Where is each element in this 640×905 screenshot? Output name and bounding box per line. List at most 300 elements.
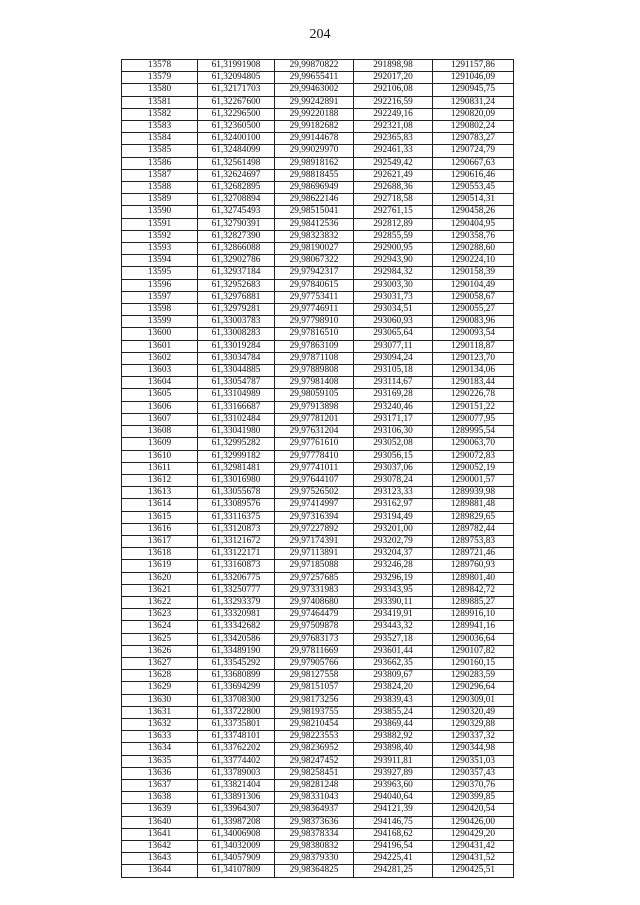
table-row — [122, 365, 514, 377]
table-row — [122, 596, 514, 608]
y-coordinate-cell: 1290151,22 — [433, 401, 514, 413]
point-number-cell: 13585 — [122, 145, 198, 157]
latitude-cell: 61,33821404 — [198, 779, 275, 791]
x-coordinate-cell: 294225,41 — [354, 853, 433, 865]
latitude-cell: 61,33116375 — [198, 511, 275, 523]
y-coordinate-cell: 1289721,46 — [433, 548, 514, 560]
longitude-cell: 29,99242891 — [275, 96, 354, 108]
point-number-cell: 13643 — [122, 853, 198, 865]
table-row — [122, 243, 514, 255]
table-row — [122, 96, 514, 108]
coordinates-table — [121, 59, 514, 878]
longitude-cell: 29,98067322 — [275, 255, 354, 267]
x-coordinate-cell: 292017,20 — [354, 72, 433, 84]
latitude-cell: 61,33104989 — [198, 389, 275, 401]
latitude-cell: 61,33762202 — [198, 743, 275, 755]
longitude-cell: 29,98127558 — [275, 670, 354, 682]
longitude-cell: 29,99655411 — [275, 72, 354, 84]
x-coordinate-cell: 294196,54 — [354, 841, 433, 853]
latitude-cell: 61,32624697 — [198, 169, 275, 181]
latitude-cell: 61,31991908 — [198, 60, 275, 72]
table-row — [122, 670, 514, 682]
table-row — [122, 316, 514, 328]
x-coordinate-cell: 292900,95 — [354, 243, 433, 255]
table-row — [122, 72, 514, 84]
table-row — [122, 426, 514, 438]
point-number-cell: 13628 — [122, 670, 198, 682]
table-row — [122, 682, 514, 694]
point-number-cell: 13582 — [122, 108, 198, 120]
y-coordinate-cell: 1290329,88 — [433, 718, 514, 730]
point-number-cell: 13602 — [122, 352, 198, 364]
point-number-cell: 13618 — [122, 548, 198, 560]
table-row — [122, 657, 514, 669]
table-row — [122, 462, 514, 474]
longitude-cell: 29,98331043 — [275, 792, 354, 804]
longitude-cell: 29,97905766 — [275, 657, 354, 669]
x-coordinate-cell: 294168,62 — [354, 828, 433, 840]
x-coordinate-cell: 292621,49 — [354, 169, 433, 181]
y-coordinate-cell: 1290183,44 — [433, 377, 514, 389]
y-coordinate-cell: 1290296,64 — [433, 682, 514, 694]
point-number-cell: 13588 — [122, 182, 198, 194]
x-coordinate-cell: 294281,25 — [354, 865, 433, 877]
latitude-cell: 61,32171703 — [198, 84, 275, 96]
y-coordinate-cell: 1289760,93 — [433, 560, 514, 572]
point-number-cell: 13593 — [122, 243, 198, 255]
longitude-cell: 29,98281248 — [275, 779, 354, 791]
x-coordinate-cell: 292461,33 — [354, 145, 433, 157]
table-row — [122, 182, 514, 194]
longitude-cell: 29,97942317 — [275, 267, 354, 279]
y-coordinate-cell: 1290404,95 — [433, 218, 514, 230]
point-number-cell: 13579 — [122, 72, 198, 84]
point-number-cell: 13627 — [122, 657, 198, 669]
latitude-cell: 61,33489190 — [198, 645, 275, 657]
table-row — [122, 487, 514, 499]
latitude-cell: 61,32827390 — [198, 230, 275, 242]
latitude-cell: 61,33789003 — [198, 767, 275, 779]
point-number-cell: 13635 — [122, 755, 198, 767]
table-row — [122, 718, 514, 730]
longitude-cell: 29,98193755 — [275, 706, 354, 718]
longitude-cell: 29,98323832 — [275, 230, 354, 242]
table-row — [122, 218, 514, 230]
latitude-cell: 61,32999182 — [198, 450, 275, 462]
latitude-cell: 61,32400100 — [198, 133, 275, 145]
table-row — [122, 328, 514, 340]
longitude-cell: 29,97811669 — [275, 645, 354, 657]
table-row — [122, 853, 514, 865]
longitude-cell: 29,99463002 — [275, 84, 354, 96]
latitude-cell: 61,33008283 — [198, 328, 275, 340]
latitude-cell: 61,33089576 — [198, 499, 275, 511]
longitude-cell: 29,97863109 — [275, 340, 354, 352]
x-coordinate-cell: 293114,67 — [354, 377, 433, 389]
x-coordinate-cell: 293077,11 — [354, 340, 433, 352]
table-row — [122, 157, 514, 169]
x-coordinate-cell: 293052,08 — [354, 438, 433, 450]
point-number-cell: 13625 — [122, 633, 198, 645]
longitude-cell: 29,97408680 — [275, 596, 354, 608]
y-coordinate-cell: 1290458,26 — [433, 206, 514, 218]
y-coordinate-cell: 1290118,87 — [433, 340, 514, 352]
x-coordinate-cell: 293202,79 — [354, 535, 433, 547]
point-number-cell: 13644 — [122, 865, 198, 877]
y-coordinate-cell: 1289885,27 — [433, 596, 514, 608]
point-number-cell: 13616 — [122, 523, 198, 535]
x-coordinate-cell: 293855,24 — [354, 706, 433, 718]
longitude-cell: 29,97746911 — [275, 304, 354, 316]
table-row — [122, 584, 514, 596]
longitude-cell: 29,97257685 — [275, 572, 354, 584]
table-row — [122, 145, 514, 157]
y-coordinate-cell: 1290945,75 — [433, 84, 514, 96]
table-row — [122, 609, 514, 621]
table-row — [122, 169, 514, 181]
table-row — [122, 133, 514, 145]
latitude-cell: 61,32995282 — [198, 438, 275, 450]
longitude-cell: 29,97414997 — [275, 499, 354, 511]
y-coordinate-cell: 1290425,51 — [433, 865, 514, 877]
point-number-cell: 13614 — [122, 499, 198, 511]
longitude-cell: 29,98918162 — [275, 157, 354, 169]
longitude-cell: 29,98818455 — [275, 169, 354, 181]
y-coordinate-cell: 1290226,78 — [433, 389, 514, 401]
x-coordinate-cell: 291898,98 — [354, 60, 433, 72]
latitude-cell: 61,32952683 — [198, 279, 275, 291]
longitude-cell: 29,98380832 — [275, 841, 354, 853]
table-row — [122, 340, 514, 352]
table-row — [122, 548, 514, 560]
point-number-cell: 13633 — [122, 731, 198, 743]
point-number-cell: 13609 — [122, 438, 198, 450]
point-number-cell: 13586 — [122, 157, 198, 169]
x-coordinate-cell: 292216,59 — [354, 96, 433, 108]
latitude-cell: 61,33034784 — [198, 352, 275, 364]
point-number-cell: 13641 — [122, 828, 198, 840]
point-number-cell: 13607 — [122, 413, 198, 425]
point-number-cell: 13600 — [122, 328, 198, 340]
y-coordinate-cell: 1290820,09 — [433, 108, 514, 120]
table-row — [122, 511, 514, 523]
x-coordinate-cell: 293927,89 — [354, 767, 433, 779]
y-coordinate-cell: 1290399,85 — [433, 792, 514, 804]
point-number-cell: 13596 — [122, 279, 198, 291]
table-row — [122, 121, 514, 133]
longitude-cell: 29,98412536 — [275, 218, 354, 230]
latitude-cell: 61,32937184 — [198, 267, 275, 279]
y-coordinate-cell: 1290351,03 — [433, 755, 514, 767]
x-coordinate-cell: 293662,35 — [354, 657, 433, 669]
x-coordinate-cell: 293169,28 — [354, 389, 433, 401]
x-coordinate-cell: 293869,44 — [354, 718, 433, 730]
page-number: 204 — [309, 27, 331, 42]
longitude-cell: 29,99182682 — [275, 121, 354, 133]
table-row — [122, 84, 514, 96]
x-coordinate-cell: 293809,67 — [354, 670, 433, 682]
latitude-cell: 61,33160873 — [198, 560, 275, 572]
table-row — [122, 194, 514, 206]
x-coordinate-cell: 293882,92 — [354, 731, 433, 743]
latitude-cell: 61,33342682 — [198, 621, 275, 633]
table-row — [122, 377, 514, 389]
x-coordinate-cell: 293078,24 — [354, 474, 433, 486]
latitude-cell: 61,32866088 — [198, 243, 275, 255]
x-coordinate-cell: 292688,36 — [354, 182, 433, 194]
latitude-cell: 61,32981481 — [198, 462, 275, 474]
x-coordinate-cell: 293898,40 — [354, 743, 433, 755]
latitude-cell: 61,33320981 — [198, 609, 275, 621]
y-coordinate-cell: 1290431,52 — [433, 853, 514, 865]
latitude-cell: 61,33206775 — [198, 572, 275, 584]
longitude-cell: 29,99029970 — [275, 145, 354, 157]
coordinates-table-body — [122, 60, 514, 878]
latitude-cell: 61,32360500 — [198, 121, 275, 133]
y-coordinate-cell: 1290134,06 — [433, 365, 514, 377]
longitude-cell: 29,98696949 — [275, 182, 354, 194]
longitude-cell: 29,97981408 — [275, 377, 354, 389]
table-row — [122, 389, 514, 401]
longitude-cell: 29,97174391 — [275, 535, 354, 547]
table-row — [122, 108, 514, 120]
latitude-cell: 61,33891306 — [198, 792, 275, 804]
latitude-cell: 61,33102484 — [198, 413, 275, 425]
y-coordinate-cell: 1290093,54 — [433, 328, 514, 340]
longitude-cell: 29,98223553 — [275, 731, 354, 743]
point-number-cell: 13623 — [122, 609, 198, 621]
point-number-cell: 13605 — [122, 389, 198, 401]
table-row — [122, 450, 514, 462]
x-coordinate-cell: 294040,64 — [354, 792, 433, 804]
latitude-cell: 61,32682895 — [198, 182, 275, 194]
y-coordinate-cell: 1290783,27 — [433, 133, 514, 145]
point-number-cell: 13637 — [122, 779, 198, 791]
y-coordinate-cell: 1290083,96 — [433, 316, 514, 328]
table-row — [122, 401, 514, 413]
point-number-cell: 13578 — [122, 60, 198, 72]
x-coordinate-cell: 293105,18 — [354, 365, 433, 377]
table-row — [122, 499, 514, 511]
y-coordinate-cell: 1290616,46 — [433, 169, 514, 181]
point-number-cell: 13608 — [122, 426, 198, 438]
longitude-cell: 29,98364937 — [275, 804, 354, 816]
x-coordinate-cell: 293094,24 — [354, 352, 433, 364]
point-number-cell: 13613 — [122, 487, 198, 499]
y-coordinate-cell: 1290283,59 — [433, 670, 514, 682]
table-row — [122, 523, 514, 535]
table-row — [122, 731, 514, 743]
point-number-cell: 13619 — [122, 560, 198, 572]
longitude-cell: 29,98190027 — [275, 243, 354, 255]
point-number-cell: 13580 — [122, 84, 198, 96]
table-row — [122, 633, 514, 645]
point-number-cell: 13591 — [122, 218, 198, 230]
y-coordinate-cell: 1290553,45 — [433, 182, 514, 194]
latitude-cell: 61,32561498 — [198, 157, 275, 169]
x-coordinate-cell: 292718,58 — [354, 194, 433, 206]
point-number-cell: 13632 — [122, 718, 198, 730]
x-coordinate-cell: 293123,33 — [354, 487, 433, 499]
x-coordinate-cell: 292984,32 — [354, 267, 433, 279]
point-number-cell: 13598 — [122, 304, 198, 316]
point-number-cell: 13624 — [122, 621, 198, 633]
longitude-cell: 29,98059105 — [275, 389, 354, 401]
y-coordinate-cell: 1290058,67 — [433, 291, 514, 303]
point-number-cell: 13589 — [122, 194, 198, 206]
y-coordinate-cell: 1290001,57 — [433, 474, 514, 486]
y-coordinate-cell: 1289842,72 — [433, 584, 514, 596]
latitude-cell: 61,33722800 — [198, 706, 275, 718]
x-coordinate-cell: 293162,97 — [354, 499, 433, 511]
point-number-cell: 13594 — [122, 255, 198, 267]
table-row — [122, 816, 514, 828]
longitude-cell: 29,97227892 — [275, 523, 354, 535]
point-number-cell: 13595 — [122, 267, 198, 279]
longitude-cell: 29,97316394 — [275, 511, 354, 523]
y-coordinate-cell: 1289881,48 — [433, 499, 514, 511]
y-coordinate-cell: 1289829,65 — [433, 511, 514, 523]
latitude-cell: 61,33708300 — [198, 694, 275, 706]
latitude-cell: 61,32708894 — [198, 194, 275, 206]
table-row — [122, 304, 514, 316]
point-number-cell: 13597 — [122, 291, 198, 303]
y-coordinate-cell: 1289941,16 — [433, 621, 514, 633]
longitude-cell: 29,97644107 — [275, 474, 354, 486]
latitude-cell: 61,32790391 — [198, 218, 275, 230]
table-row — [122, 792, 514, 804]
latitude-cell: 61,33044885 — [198, 365, 275, 377]
point-number-cell: 13615 — [122, 511, 198, 523]
x-coordinate-cell: 293246,28 — [354, 560, 433, 572]
y-coordinate-cell: 1290288,60 — [433, 243, 514, 255]
latitude-cell: 61,32976881 — [198, 291, 275, 303]
x-coordinate-cell: 293031,73 — [354, 291, 433, 303]
latitude-cell: 61,32902786 — [198, 255, 275, 267]
table-row — [122, 865, 514, 877]
table-row — [122, 804, 514, 816]
point-number-cell: 13610 — [122, 450, 198, 462]
x-coordinate-cell: 293963,60 — [354, 779, 433, 791]
table-row — [122, 60, 514, 72]
y-coordinate-cell: 1290158,39 — [433, 267, 514, 279]
point-number-cell: 13620 — [122, 572, 198, 584]
x-coordinate-cell: 293443,32 — [354, 621, 433, 633]
x-coordinate-cell: 293911,81 — [354, 755, 433, 767]
y-coordinate-cell: 1290063,70 — [433, 438, 514, 450]
table-row — [122, 279, 514, 291]
table-row — [122, 828, 514, 840]
longitude-cell: 29,97781201 — [275, 413, 354, 425]
longitude-cell: 29,97509878 — [275, 621, 354, 633]
point-number-cell: 13587 — [122, 169, 198, 181]
table-row — [122, 474, 514, 486]
longitude-cell: 29,97753411 — [275, 291, 354, 303]
y-coordinate-cell: 1289995,54 — [433, 426, 514, 438]
y-coordinate-cell: 1290107,82 — [433, 645, 514, 657]
y-coordinate-cell: 1290309,01 — [433, 694, 514, 706]
longitude-cell: 29,97816510 — [275, 328, 354, 340]
y-coordinate-cell: 1289753,83 — [433, 535, 514, 547]
longitude-cell: 29,98173256 — [275, 694, 354, 706]
longitude-cell: 29,98151057 — [275, 682, 354, 694]
x-coordinate-cell: 294146,75 — [354, 816, 433, 828]
y-coordinate-cell: 1290667,63 — [433, 157, 514, 169]
latitude-cell: 61,33122171 — [198, 548, 275, 560]
latitude-cell: 61,33680899 — [198, 670, 275, 682]
x-coordinate-cell: 293839,43 — [354, 694, 433, 706]
y-coordinate-cell: 1289782,44 — [433, 523, 514, 535]
x-coordinate-cell: 292249,16 — [354, 108, 433, 120]
y-coordinate-cell: 1290055,27 — [433, 304, 514, 316]
x-coordinate-cell: 293824,20 — [354, 682, 433, 694]
point-number-cell: 13638 — [122, 792, 198, 804]
latitude-cell: 61,33054787 — [198, 377, 275, 389]
longitude-cell: 29,99870822 — [275, 60, 354, 72]
latitude-cell: 61,33120873 — [198, 523, 275, 535]
latitude-cell: 61,32484099 — [198, 145, 275, 157]
x-coordinate-cell: 293034,51 — [354, 304, 433, 316]
point-number-cell: 13631 — [122, 706, 198, 718]
latitude-cell: 61,33293379 — [198, 596, 275, 608]
table-row — [122, 535, 514, 547]
table-row — [122, 645, 514, 657]
longitude-cell: 29,98364825 — [275, 865, 354, 877]
y-coordinate-cell: 1289939,98 — [433, 487, 514, 499]
point-number-cell: 13590 — [122, 206, 198, 218]
table-row — [122, 267, 514, 279]
table-row — [122, 291, 514, 303]
longitude-cell: 29,98622146 — [275, 194, 354, 206]
table-row — [122, 230, 514, 242]
longitude-cell: 29,97683173 — [275, 633, 354, 645]
point-number-cell: 13639 — [122, 804, 198, 816]
y-coordinate-cell: 1290224,10 — [433, 255, 514, 267]
longitude-cell: 29,98378334 — [275, 828, 354, 840]
x-coordinate-cell: 292855,59 — [354, 230, 433, 242]
latitude-cell: 61,34006908 — [198, 828, 275, 840]
table-row — [122, 413, 514, 425]
point-number-cell: 13634 — [122, 743, 198, 755]
latitude-cell: 61,33019284 — [198, 340, 275, 352]
latitude-cell: 61,34107809 — [198, 865, 275, 877]
longitude-cell: 29,98247452 — [275, 755, 354, 767]
point-number-cell: 13626 — [122, 645, 198, 657]
y-coordinate-cell: 1290344,98 — [433, 743, 514, 755]
latitude-cell: 61,33964307 — [198, 804, 275, 816]
x-coordinate-cell: 293601,44 — [354, 645, 433, 657]
table-row — [122, 560, 514, 572]
point-number-cell: 13592 — [122, 230, 198, 242]
x-coordinate-cell: 293194,49 — [354, 511, 433, 523]
y-coordinate-cell: 1290123,70 — [433, 352, 514, 364]
point-number-cell: 13640 — [122, 816, 198, 828]
longitude-cell: 29,97889808 — [275, 365, 354, 377]
latitude-cell: 61,32745493 — [198, 206, 275, 218]
longitude-cell: 29,97913898 — [275, 401, 354, 413]
point-number-cell: 13622 — [122, 596, 198, 608]
y-coordinate-cell: 1290831,24 — [433, 96, 514, 108]
y-coordinate-cell: 1290052,19 — [433, 462, 514, 474]
y-coordinate-cell: 1290420,54 — [433, 804, 514, 816]
point-number-cell: 13642 — [122, 841, 198, 853]
table-row — [122, 706, 514, 718]
x-coordinate-cell: 292549,42 — [354, 157, 433, 169]
x-coordinate-cell: 293060,93 — [354, 316, 433, 328]
y-coordinate-cell: 1289916,10 — [433, 609, 514, 621]
y-coordinate-cell: 1290104,49 — [433, 279, 514, 291]
longitude-cell: 29,97761610 — [275, 438, 354, 450]
